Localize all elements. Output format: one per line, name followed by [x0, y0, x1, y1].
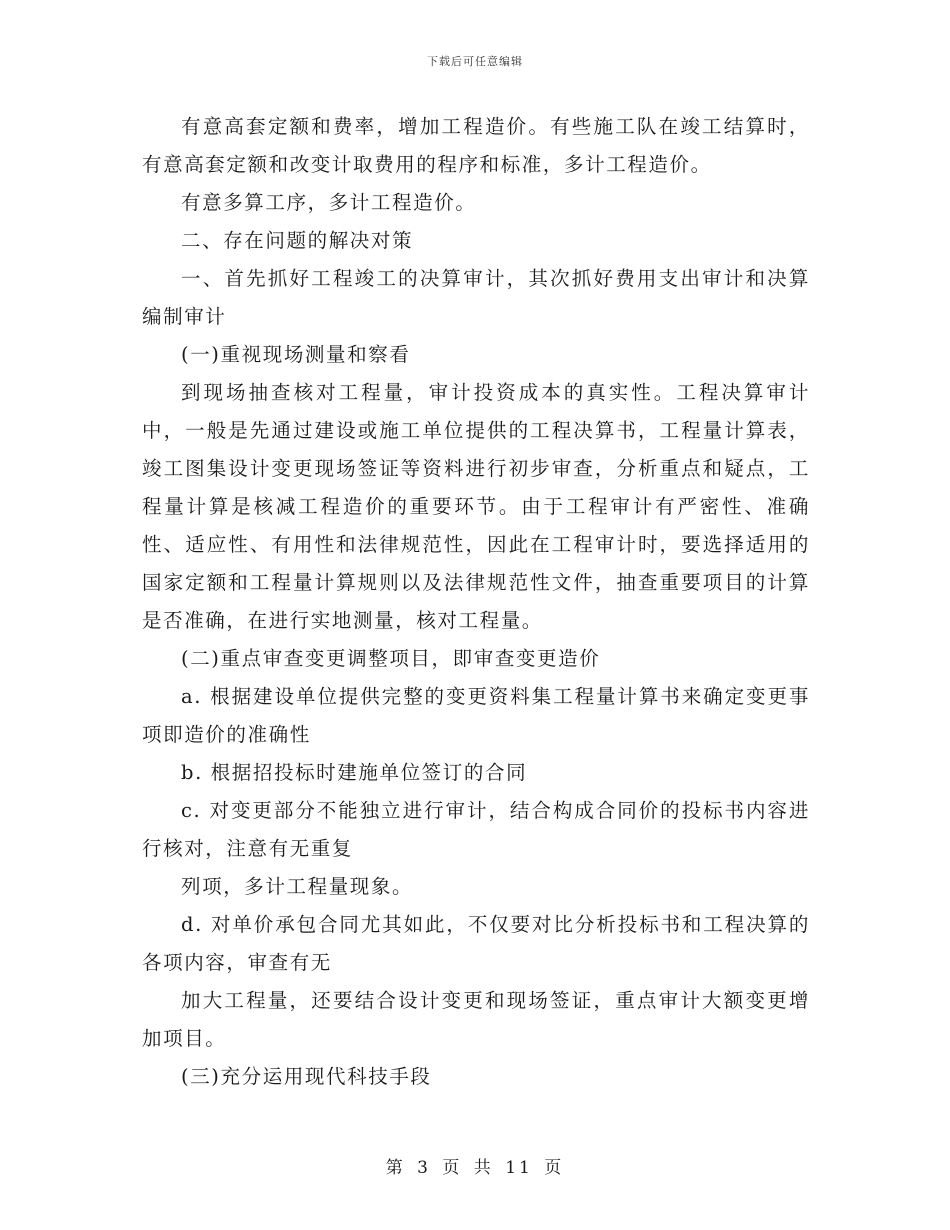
- subsection-heading: (二)重点审查变更调整项目，即审查变更造价: [181, 647, 601, 670]
- paragraph: 列项，多计工程量现象。: [181, 875, 414, 898]
- subsection-heading: (三)充分运用现代科技手段: [181, 1065, 432, 1088]
- section-heading: 二、存在问题的解决对策: [181, 229, 414, 252]
- paragraph: 有意多算工序，多计工程造价。: [181, 191, 477, 214]
- list-item: c. 对变更部分不能独立进行审计，结合构成合同价的投标书内容进行核对，注意有无重复: [142, 799, 810, 860]
- page-footer: 第 3 页 共 11 页: [385, 1158, 565, 1178]
- list-item: b. 根据招投标时建施单位签订的合同: [181, 761, 528, 784]
- paragraph: 到现场抽查核对工程量，审计投资成本的真实性。工程决算审计中，一般是先通过建设或施工单位提供的工程决算书，工程量计算表，竣工图集设计变更现场签证等资料进行初步审查，分析重点和疑点，工程量计算是核减工程造价的重要环节。由于工程审计有严密性、准确性、适应性、有用性和法律规范性，因此在工程审计时，要选择适用的国家定额和工程量计算规则以及法律规范性文件，抽查重要项目的计算是否准确，在进行实地测量，核对工程量。: [142, 381, 810, 632]
- subsection-heading: (一)重视现场测量和察看: [181, 343, 411, 366]
- page-header: 下载后可任意编辑: [427, 55, 523, 68]
- section-heading: 一、首先抓好工程竣工的决算审计，其次抓好费用支出审计和决算编制审计: [142, 267, 810, 328]
- paragraph: 有意高套定额和费率，增加工程造价。有些施工队在竣工结算时，有意高套定额和改变计取费用的程序和标准，多计工程造价。: [142, 115, 810, 176]
- list-item: a. 根据建设单位提供完整的变更资料集工程量计算书来确定变更事项即造价的准确性: [142, 685, 810, 746]
- list-item: d. 对单价承包合同尤其如此，不仅要对比分析投标书和工程决算的各项内容，审查有无: [142, 913, 810, 974]
- paragraph: 加大工程量，还要结合设计变更和现场签证，重点审计大额变更增加项目。: [142, 989, 810, 1050]
- document-body: [142, 108, 810, 1096]
